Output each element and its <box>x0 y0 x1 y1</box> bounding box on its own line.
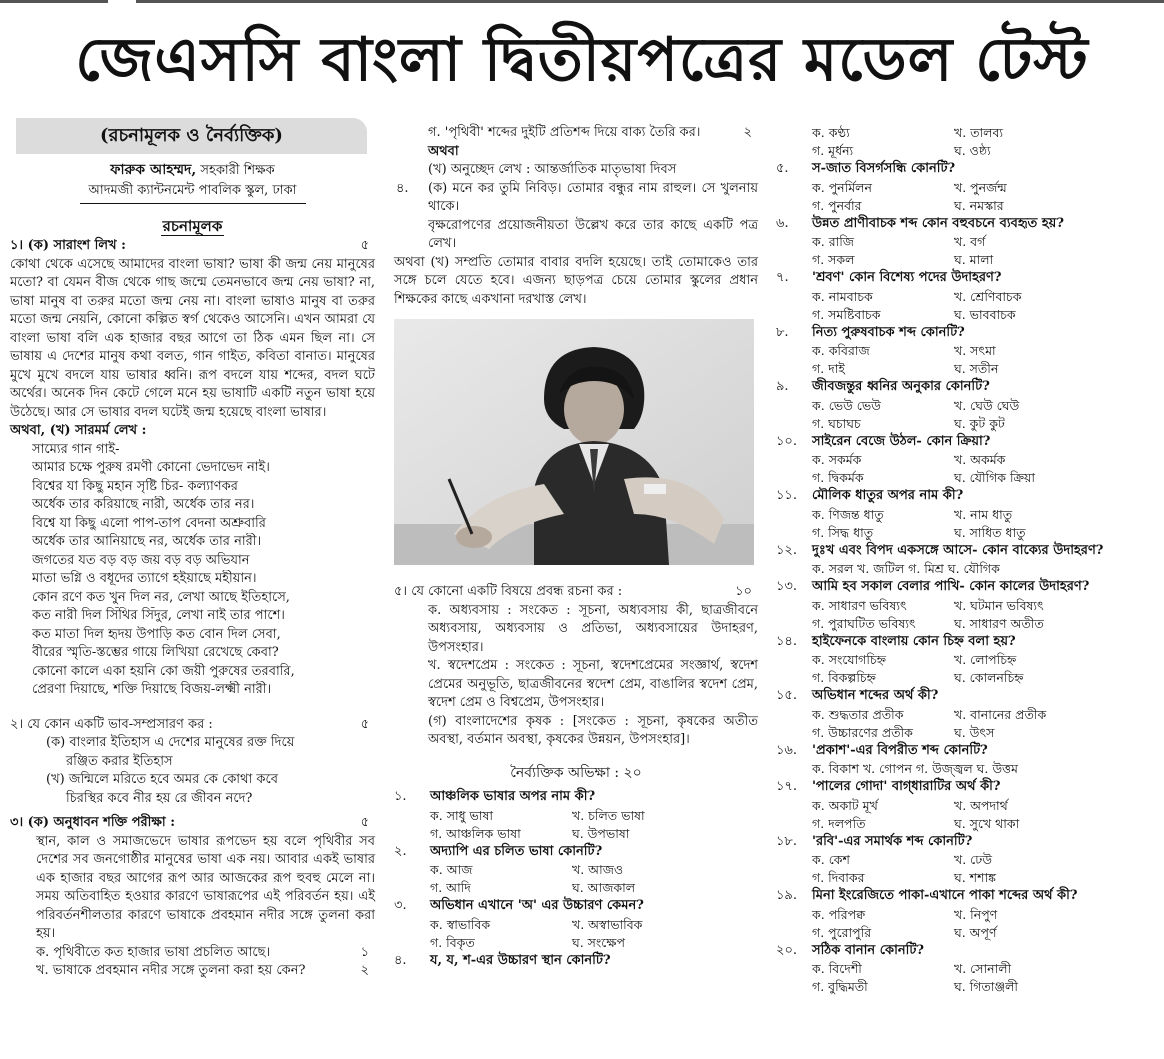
mcq-question: ৮. নিত্য পুরুষবাচক শব্দ কোনটি? <box>776 324 965 340</box>
mcq-options: ক. সংযোগচিহ্ন খ. লোপচিহ্ন গ. বিকল্পচিহ্ন ঘ. কোলনচিহ্ন <box>812 652 1024 685</box>
q5-option-k: ক. অধ্যবসায় : সংকেত : সূচনা, অধ্যবসায় কী, ছাত্রজীবনে অধ্যবসায়, অধ্যবসায় ও প্রতিভা, অধ্যবসায়ের উদাহরণ, উপসংহার। <box>428 602 758 655</box>
q3-sub-g: গ. 'পৃথিবী' শব্দের দুইটি প্রতিশব্দ দিয়ে বাক্য তৈরি কর। ২ <box>428 125 752 140</box>
mcq-question: ১২. দুঃখ এবং বিপদ একসঙ্গে আসে- কোন বাক্যের উদাহরণ? <box>776 542 1104 558</box>
student-photo <box>394 319 754 565</box>
q1-passage: কোথা থেকে এসেছে আমাদের বাংলা ভাষা? ভাষা কী জন্ম নেয় মানুষের মতো? বা যেমন বীজ থেকে গাছ জন্মে তেমনভাবে জন্ম নেয় ভাষা? না, ভাষা মানুষ বা তরুর মতো জন্ম নেয় না। বাংলা ভাষাও মানুষ বা তরুর মতো জন্ম নেয়নি, কোনো কল্পিত স্বর্গ থেকেও আসেনি। এখন আমরা যে বাংলা ভাষা বলি এক হাজার বছর আগে তা ঠিক এমন ছিল না। সে ভাষায় এ দেশের মানুষ কথা বলত, গান গাইত, কবিতা বানাত। মানুষের মুখে মুখে বদলে যায় ভাষার ধ্বনি। রূপ বদলে যায় শব্দের, বদল ঘটে অর্থের। অনেক দিন কেটে গেলে মনে হয় ভাষাটি একটি নতুন ভাষা হয়ে উঠেছে। আর সে ভাষার বদল ঘটেই জন্ম হয়েছে বাংলা ভাষার। <box>10 256 375 420</box>
q4-option-a: ৪. (ক) মনে কর তুমি নিবিড়। তোমার বন্ধুর নাম রাহুল। সে খুলনায় থাকে। বৃক্ষরোপণের প্রয়োজনীয়তা উল্লেখ করে তার কাছে একটি পত্র লেখ। <box>396 180 758 251</box>
mcq-options: ক. পুনর্মিলন খ. পুনর্জন্ম গ. পুনর্বার ঘ. নমস্কার <box>812 179 1007 213</box>
mcq-title: নৈর্ব্যক্তিক অভিক্ষা : ২০ <box>510 764 642 781</box>
q3-sub-k: ক. পৃথিবীতে কত হাজার ভাষা প্রচলিত আছে। ১ <box>36 944 369 960</box>
mcq-options: ক. সরল খ. জটিল গ. মিশ্র ঘ. যৌগিক <box>812 561 1000 576</box>
mcq-question: ১৩. আমি হব সকাল বেলার পাখি- কোন কালের উদাহরণ? <box>776 579 1090 594</box>
mcq-question: ৭. 'শ্রবণ' কোন বিশেষ্য পদের উদাহরণ? <box>776 270 1002 285</box>
q4-option-b: অথবা (খ) সম্প্রতি তোমার বাবার বদলি হয়েছে। তাই তোমাকেও তার সঙ্গে চলে যেতে হবে। এজন্য ছাড়পত্র চেয়ে তোমার স্কুলের প্রধান শিক্ষকের কাছে একখানা দরখাস্ত লেখ। <box>394 254 758 307</box>
q2-option-b-cont: চিরস্থির কবে নীর হয় রে জীবন নদে? <box>66 790 253 806</box>
mcq-options: ক. কেশ খ. ঢেউ গ. দিবাকর ঘ. শশাঙ্ক <box>812 852 996 885</box>
author-name: ফারুক আহম্মদ, <box>110 162 197 178</box>
mcq-options: ক. বিদেশী খ. সোনালী গ. বুদ্ধিমতী ঘ. গিতাঞ্জলী <box>812 961 1019 994</box>
school-name: আদমজী ক্যান্টনমেন্ট পাবলিক স্কুল, ঢাকা <box>88 183 297 198</box>
mcq-options: ক. আজ খ. আজও গ. আদি ঘ. আজকাল <box>430 862 636 895</box>
mcq-options: ক. শুদ্ধতার প্রতীক খ. বানানের প্রতীক গ. উচ্চারণের প্রতীক ঘ. উৎস <box>812 706 1047 740</box>
mcq-question: ৬. উন্নত প্রাণীবাচক শব্দ কোন বহুবচনে ব্যবহৃত হয়? <box>776 215 1064 231</box>
mcq-options: ক. স্বাভাবিক খ. অস্বাভাবিক গ. বিকৃত ঘ. সংক্ষেপ <box>430 916 643 950</box>
mcq-options: ক. পরিপক্ব খ. নিপুণ গ. পুরোপুরি ঘ. অপূর্ণ <box>812 906 998 940</box>
q2-option-a-cont: রঞ্জিত করার ইতিহাস <box>66 753 173 769</box>
q1-poem: সাম্যের গান গাই- আমার চক্ষে পুরুষ রমণী কোনো ভেদাভেদ নাই। বিশ্বের যা কিছু মহান সৃষ্টি চির- কল্যাণকর অর্ধেক তার করিয়াছে নারী, অর্ধেক তার নর। বিশ্বে যা কিছু এলো পাপ-তাপ বেদনা অশ্রুবারি অর্ধেক তার আনিয়াছে নর, অর্ধেক তার নারী। জগতের যত বড় বড় জয় বড় বড় অভিযান মাতা ভগ্নি ও বধূদের ত্যাগে হইয়াছে মহীয়ান। কোন রণে কত খুন দিল নর, লেখা আছে ইতিহাসে, কত নারী দিল সিঁথির সিঁদুর, লেখা নাই তার পাশে। কত মাতা দিল হৃদয় উপাড়ি কত বোন দিল সেবা, বীরের স্মৃতি-স্তম্ভের গায়ে লিখিয়া রেখেছে কেবা? কোনো কালে একা হয়নি কো জয়ী পুরুষের তরবারি, প্রেরণা দিয়াছে, শক্তি দিয়াছে বিজয়-লক্ষ্মী নারী। <box>32 441 295 697</box>
q3-sub-kh: খ. ভাষাকে প্রবহমান নদীর সঙ্গে তুলনা করা হয় কেন? ২ <box>36 963 369 978</box>
section-heading-written: রচনামূলক <box>162 217 223 235</box>
mcq-question: ১৭. 'পালের গোদা' বাগ্‌ধারাটির অর্থ কী? <box>776 779 1001 794</box>
q3-mark: ৫ <box>360 815 369 830</box>
mcq-options: ক. ণিজন্ত ধাতু খ. নাম ধাতু গ. সিদ্ধ ধাতু ঘ. সাধিত ধাতু <box>812 506 1026 540</box>
mcq-question: ১৪. হাইফেনকে বাংলায় কোন চিহ্ন বলা হয়? <box>776 633 1016 649</box>
mcq-list-right <box>776 160 1156 996</box>
column-middle <box>394 124 758 970</box>
author-line <box>10 160 375 181</box>
mcq-question: ১৯. মিনা ইংরেজিতে পাকা-এখানে পাকা শব্দের অর্থ কী? <box>776 888 1078 903</box>
q3-heading: ৩। (ক) অনুধাবন শক্তি পরীক্ষা : ৫ <box>10 814 375 833</box>
mcq-options: ক. রাজি খ. বর্গ গ. সকল ঘ. মালা <box>812 234 994 267</box>
q3-or: অথবা <box>428 143 459 159</box>
mcq-options: ক. সাধারণ ভবিষ্যৎ খ. ঘটমান ভবিষ্যৎ গ. পুরাঘটিত ভবিষ্যৎ ঘ. সাধারণ অতীত <box>812 597 1044 631</box>
mcq-options: ক. ভেউ ভেউ খ. ঘেউ ঘেউ গ. ঘচাঘচ ঘ. কুট কুট <box>812 397 1020 431</box>
q1-mark: ৫ <box>360 238 369 253</box>
q1-alt-heading: অথবা, (খ) সারমর্ম লেখ : <box>10 423 147 438</box>
q2-option-b: (খ) জন্মিলে মরিতে হবে অমর কে কোথা কবে <box>46 772 278 787</box>
q5-heading: ৫। যে কোনো একটি বিষয়ে প্রবন্ধ রচনা কর : ১০ <box>394 583 758 602</box>
mcq-question: ২০. সঠিক বানান কোনটি? <box>776 942 925 958</box>
mcq-question: ১৫. অভিধান শব্দের অর্থ কী? <box>776 688 939 703</box>
student-writing-image <box>394 319 754 565</box>
mcq-options: ক. বিকাশ খ. গোপন গ. উজ্জ্বল ঘ. উত্তম <box>812 761 1018 776</box>
column-right <box>776 124 1156 996</box>
q3-alt: (খ) অনুচ্ছেদ লেখ : আন্তর্জাতিক মাতৃভাষা দিবস <box>428 162 677 177</box>
q2-option-a: (ক) বাংলার ইতিহাস এ দেশের মানুষের রক্ত দিয়ে <box>46 735 295 750</box>
mcq-question: ১১. মৌলিক ধাতুর অপর নাম কী? <box>776 488 964 503</box>
mcq-options: ক. নামবাচক খ. শ্রেণিবাচক গ. সমষ্টিবাচক ঘ. ভাববাচক <box>812 288 1022 322</box>
mcq-question-4: ৪. য, য, শ-এর উচ্চারণ স্থান কোনটি? <box>394 952 611 968</box>
mcq-question: ১০. সাইরেন বেজে উঠল- কোন ক্রিয়া? <box>776 433 991 449</box>
q5-mark: ১০ <box>735 584 752 599</box>
mcq-question-4-options: ক. কণ্ঠ্য খ. তালব্য গ. মূর্ধন্য ঘ. ওষ্ঠ্য <box>812 125 1004 158</box>
top-rule <box>0 0 1164 4</box>
mcq-options: ক. অকাট মূর্খ খ. অপদার্থ গ. দলপতি ঘ. সুখে থাকা <box>812 797 1020 831</box>
author-role: সহকারী শিক্ষক <box>200 163 275 178</box>
column-left <box>10 118 375 981</box>
mcq-options: ক. কবিরাজ খ. সৎমা গ. দাই ঘ. সতীন <box>812 343 999 376</box>
mcq-options: ক. সাধু ভাষা খ. চলিত ভাষা গ. আঞ্চলিক ভাষা ঘ. উপভাষা <box>430 807 645 841</box>
mcq-options: ক. সকর্মক খ. অকর্মক গ. দ্বিকর্মক ঘ. যৌগিক ক্রিয়া <box>812 452 1036 485</box>
mcq-question: ১৮. 'রবি'-এর সমার্থক শব্দ কোনটি? <box>776 833 973 849</box>
q2-heading: ২। যে কোন একটি ভাব-সম্প্রসারণ কর : ৫ <box>10 716 375 735</box>
mcq-question: ৫. স-জাত বিসর্গসন্ধি কোনটি? <box>776 161 956 176</box>
q5-option-g: (গ) বাংলাদেশের কৃষক : [সংকেত : সূচনা, কৃষকের অতীত অবস্থা, বর্তমান অবস্থা, কৃষকের উন্নয়ন, উপসংহার]। <box>428 713 758 747</box>
mcq-question: ১৬. 'প্রকাশ'-এর বিপরীত শব্দ কোনটি? <box>776 742 988 758</box>
q2-mark: ৫ <box>360 716 369 732</box>
mcq-list-middle <box>394 788 758 952</box>
divider <box>80 203 306 204</box>
mcq-question: ১. আঞ্চলিক ভাষার অপর নাম কী? <box>394 789 596 804</box>
q5-option-kh: খ. স্বদেশপ্রেম : সংকেত : সূচনা, স্বদেশপ্রেমের সংজ্ঞার্থ, স্বদেশ প্রেমের অনুভূতি, ছাত্রজীবনের স্বদেশ প্রেম, বাঙালির স্বদেশ প্রেম, স্বদেশ প্রেম ও বিশ্বপ্রেম, উপসংহার। <box>428 658 758 710</box>
mcq-question: ২. অদ্যাপি এর চলিত ভাষা কোনটি? <box>394 843 603 859</box>
mcq-question: ৩. অভিধান এখানে 'অ' এর উচ্চারণ কেমন? <box>394 898 644 913</box>
mcq-question: ৯. জীবজন্তুর ধ্বনির অনুকার কোনটি? <box>776 379 990 394</box>
q1-heading: ১। (ক) সারাংশ লিখ : ৫ <box>10 237 375 256</box>
q3-passage: স্থান, কাল ও সমাজভেদে ভাষার রূপভেদ হয় বলে পৃথিবীর সব দেশের সব জনগোষ্ঠীর মানুষের ভাষা এক নয়। আবার একই ভাষার এক হাজার বছর আগের রূপ আর আজকের রূপ হুবহু মেলে না। সময় অতিবাহিত হওয়ার কারণে ভাষারূপের এই পরিবর্তন হয়। এই পরিবর্তনশীলতার কারণে ভাষাকে প্রবহমান নদীর সঙ্গে তুলনা করা হয়। <box>36 833 375 941</box>
subtitle-banner: (রচনামূলক ও নৈর্ব্যক্তিক) <box>16 118 367 154</box>
page-title: জেএসসি বাংলা দ্বিতীয়পত্রের মডেল টেস্ট <box>75 25 1089 95</box>
